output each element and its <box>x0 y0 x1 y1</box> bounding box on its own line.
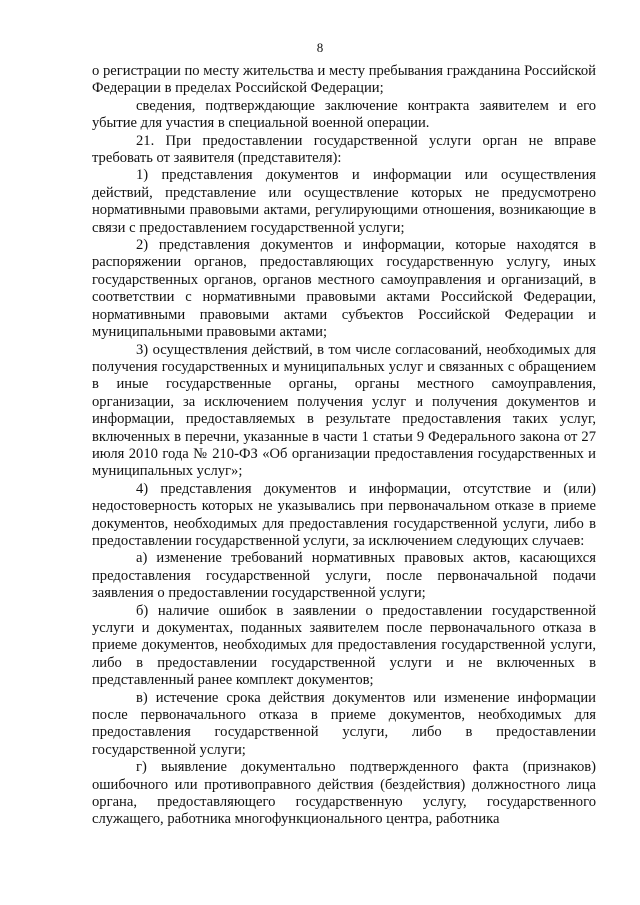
document-body <box>92 63 596 829</box>
page-number: 8 <box>316 40 324 55</box>
paragraph-registration: о регистрации по месту жительства и месту пребывания гражданина Российской Федерации в пределах Российской Федерации; <box>92 63 596 97</box>
paragraph-subitem-g: г) выявление документально подтвержденного факта (признаков) ошибочного или противоправного действия (бездействия) должностного лица органа, предоставляющего государственную услугу, государственного служащего, работника многофункционального центра, работника <box>92 759 596 828</box>
paragraph-subitem-a: а) изменение требований нормативных правовых актов, касающихся предоставления государственной услуги, после первоначальной подачи заявления о предоставлении государственной услуги; <box>92 550 596 602</box>
paragraph-item-4: 4) представления документов и информации, отсутствие и (или) недостоверность которых не указывались при первоначальном отказе в приеме документов, необходимых для предоставления государственной услуги, либо в предоставлении государственной услуги, за исключением следующих случаев: <box>92 480 596 549</box>
paragraph-item-1: 1) представления документов и информации или осуществления действий, представление или осуществление которых не предусмотрено нормативными правовыми актами, регулирующими отношения, возникающие в связи с предоставлением государственной услуги; <box>92 167 596 236</box>
paragraph-contract-info: сведения, подтверждающие заключение контракта заявителем и его убытие для участия в специальной военной операции. <box>92 97 596 132</box>
paragraph-subitem-b: б) наличие ошибок в заявлении о предоставлении государственной услуги и документах, поданных заявителем после первоначального отказа в приеме документов, необходимых для предоставления государственной услуги, либо в предоставлении государственной услуги и не включенных в представленный ранее комплект документов; <box>92 602 596 689</box>
paragraph-clause-21: 21. При предоставлении государственной услуги орган не вправе требовать от заявителя (представителя): <box>92 132 596 167</box>
paragraph-item-3: 3) осуществления действий, в том числе согласований, необходимых для получения государственных и муниципальных услуг и связанных с обращением в иные государственные органы, органы местного самоуправления, организации, за исключением получения услуг и получения документов и информации, предоставляемых в результате предоставления таких услуг, включенных в перечни, указанные в части 1 статьи 9 Федерального закона от 27 июля 2010 года № 210-ФЗ «Об организации предоставления государственных и муниципальных услуг»; <box>92 341 596 480</box>
paragraph-subitem-v: в) истечение срока действия документов или изменение информации после первоначального отказа в приеме документов, необходимых для предоставления государственной услуги, либо в предоставлении государственной услуги; <box>92 689 596 758</box>
paragraph-item-2: 2) представления документов и информации, которые находятся в распоряжении органов, предоставляющих государственную услугу, иных государственных органов, органов местного самоуправления и организаций, в соответствии с нормативными правовыми актами Российской Федерации, нормативными правовыми актами субъектов Российской Федерации и муниципальными правовыми актами; <box>92 237 596 341</box>
